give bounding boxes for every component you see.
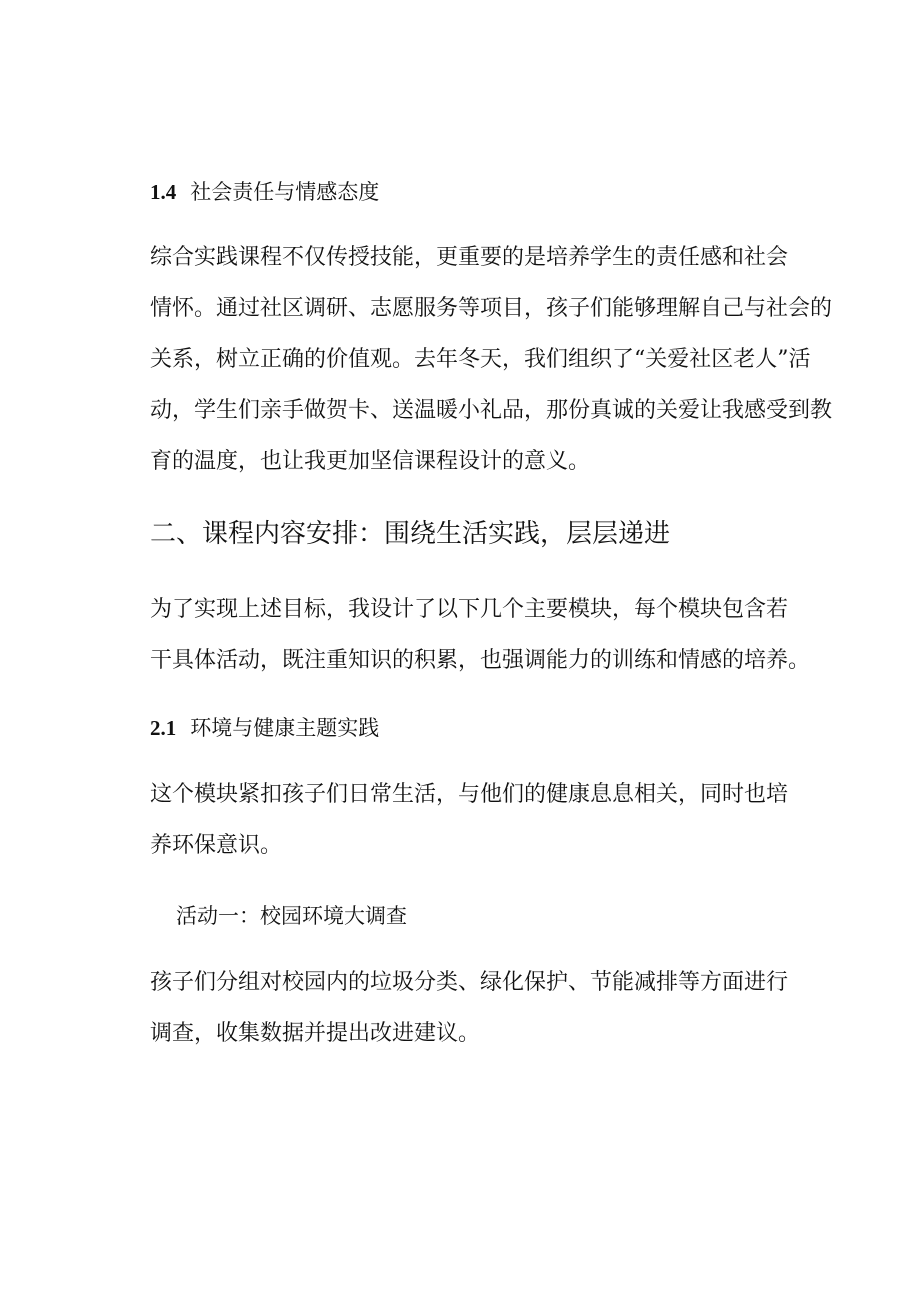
paragraph-line: 为了实现上述目标，我设计了以下几个主要模块，每个模块包含若 [150, 597, 789, 622]
paragraph-chapter-2 [150, 584, 830, 686]
paragraph-1-4 [150, 232, 833, 487]
paragraph-line: 情怀。通过社区调研、志愿服务等项目，孩子们能够理解自己与社会的 [150, 296, 833, 321]
paragraph-activity-1 [150, 957, 830, 1059]
section-heading-2-1 [150, 714, 379, 742]
paragraph-line: 干具体活动，既注重知识的积累，也强调能力的训练和情感的培养。 [150, 648, 811, 673]
paragraph-line: 动，学生们亲手做贺卡、送温暖小礼品，那份真诚的关爱让我感受到教 [150, 398, 833, 423]
section-number: 1.4 [150, 180, 177, 204]
paragraph-line: 养环保意识。 [150, 833, 283, 858]
paragraph-2-1 [150, 769, 830, 871]
paragraph-line: 综合实践课程不仅传授技能，更重要的是培养学生的责任感和社会 [150, 245, 789, 270]
paragraph-line: 这个模块紧扣孩子们日常生活，与他们的健康息息相关，同时也培 [150, 782, 789, 807]
chapter-heading-2: 二、课程内容安排：围绕生活实践，层层递进 [150, 519, 671, 549]
section-number: 2.1 [150, 716, 177, 740]
activity-heading-1: 活动一：校园环境大调查 [176, 904, 407, 928]
paragraph-line: 育的温度，也让我更加坚信课程设计的意义。 [150, 449, 591, 474]
paragraph-line: 关系，树立正确的价值观。去年冬天，我们组织了“关爱社区老人”活 [150, 347, 811, 372]
section-title: 环境与健康主题实践 [190, 716, 380, 740]
paragraph-line: 孩子们分组对校园内的垃圾分类、绿化保护、节能减排等方面进行 [150, 970, 789, 995]
paragraph-line: 调查，收集数据并提出改进建议。 [150, 1021, 481, 1046]
section-heading-1-4 [150, 178, 379, 206]
section-title: 社会责任与情感态度 [190, 180, 380, 204]
